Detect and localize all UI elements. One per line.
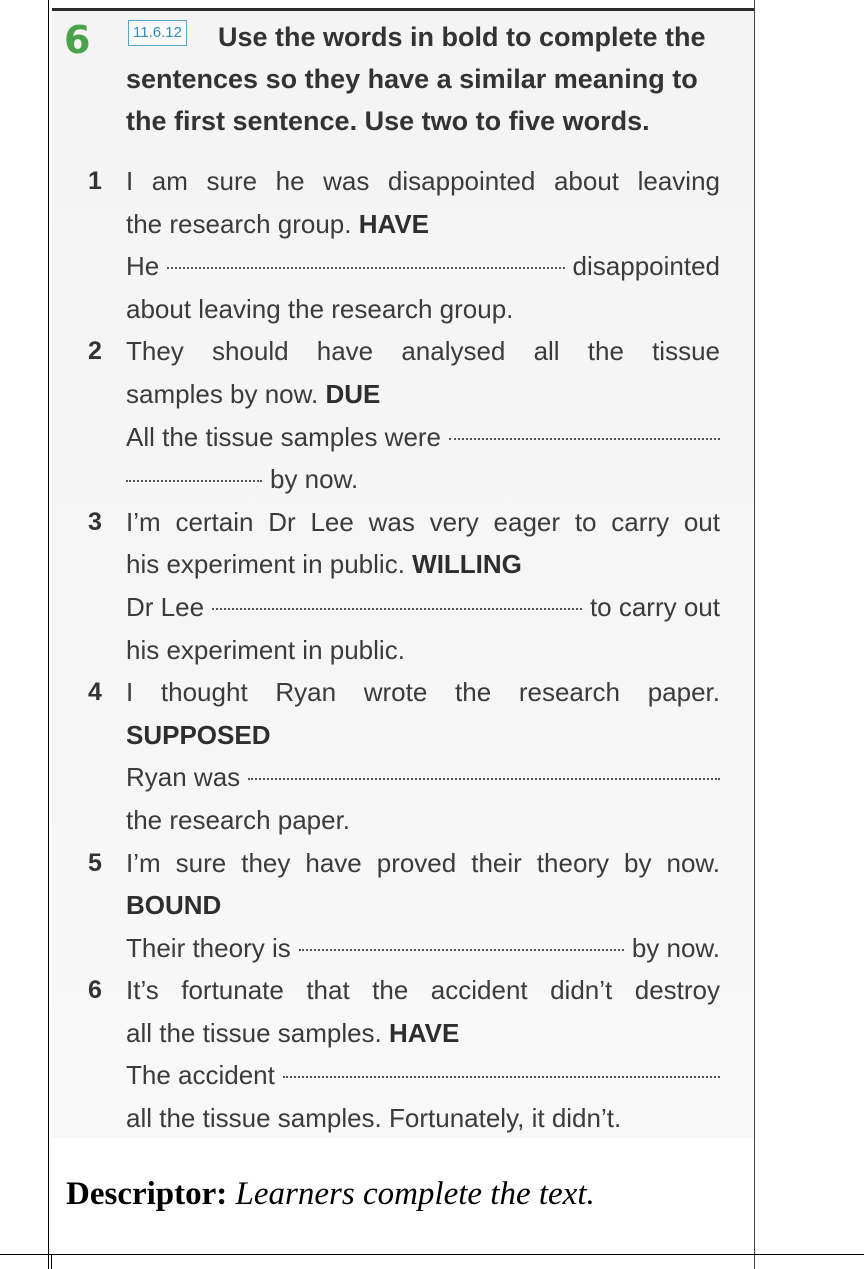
item-sentence: I thought Ryan wrote the research paper. xyxy=(126,677,720,708)
item-sentence-end xyxy=(126,714,720,757)
item-gap-tail: the research paper. xyxy=(126,804,351,835)
item-sentence: They should have analysed all the tissue xyxy=(126,336,720,367)
item-number: 2 xyxy=(88,337,102,366)
instruction-line-2: sentences so they have a similar meaning to xyxy=(126,64,698,94)
scan-top-edge xyxy=(52,8,754,11)
item-sentence-end: the research group. HAVE xyxy=(126,208,430,239)
answer-gap[interactable] xyxy=(449,438,720,440)
item-number: 5 xyxy=(88,848,102,877)
item-keyword: HAVE xyxy=(389,1017,460,1048)
item-gap-line: All the tissue samples were xyxy=(126,416,720,459)
objective-code-badge: 11.6.12 xyxy=(128,20,187,46)
instruction-line-3: the first sentence. Use two to five words. xyxy=(126,106,650,136)
item-number: 6 xyxy=(88,976,102,1005)
item-sentence-end: his experiment in public. WILLING xyxy=(126,549,522,580)
descriptor xyxy=(66,1176,595,1213)
item-number: 4 xyxy=(88,678,102,707)
exercise-item-3 xyxy=(52,501,754,671)
table-border-left xyxy=(48,0,49,1269)
item-number: 1 xyxy=(88,167,102,195)
answer-gap[interactable] xyxy=(248,778,720,780)
answer-gap[interactable] xyxy=(212,608,582,610)
exercise-number: 6 xyxy=(64,18,91,62)
item-sentence: It’s fortunate that the accident didn’t destroy xyxy=(126,975,720,1006)
item-keyword: HAVE xyxy=(358,208,430,239)
item-gap-tail: his experiment in public. xyxy=(126,634,405,665)
item-sentence: I am sure he was disappointed about leaving xyxy=(126,166,720,196)
table-border-bottom xyxy=(0,1254,864,1255)
item-gap-line: He disappointed xyxy=(126,251,720,282)
item-gap-tail: all the tissue samples. Fortunately, it didn’t. xyxy=(126,1103,622,1134)
item-number: 3 xyxy=(88,507,102,536)
exercise-item-5 xyxy=(52,842,754,970)
item-keyword: WILLING xyxy=(412,549,522,580)
exercise-item-6 xyxy=(52,969,754,1139)
table-border-right xyxy=(754,0,755,1269)
item-keyword: DUE xyxy=(325,378,381,409)
item-sentence-end: samples by now. DUE xyxy=(126,378,381,409)
item-keyword: SUPPOSED xyxy=(126,719,271,750)
exercise-instruction xyxy=(126,16,746,142)
item-sentence: I’m certain Dr Lee was very eager to carry out xyxy=(126,506,720,537)
answer-gap[interactable] xyxy=(167,267,564,269)
answer-gap[interactable] xyxy=(283,1076,720,1078)
descriptor-text: Learners complete the text. xyxy=(235,1176,595,1212)
exercise-item-4 xyxy=(52,671,754,841)
answer-gap-continued[interactable] xyxy=(126,480,262,482)
item-sentence-end xyxy=(126,884,720,927)
item-gap-line: Their theory is by now. xyxy=(126,932,720,963)
table-border-left-inner xyxy=(51,1255,52,1269)
answer-gap[interactable] xyxy=(299,949,624,951)
instruction-line-1: Use the words in bold to complete the xyxy=(218,22,706,52)
item-keyword: BOUND xyxy=(126,890,222,921)
exercise-item-2 xyxy=(52,330,754,500)
item-gap-tail: about leaving the research group. xyxy=(126,293,514,324)
textbook-scan xyxy=(52,8,754,1138)
item-sentence: I’m sure they have proved their theory by now. xyxy=(126,847,720,878)
exercise-items xyxy=(52,160,754,1140)
exercise-item-1 xyxy=(52,160,754,330)
item-sentence-end: all the tissue samples. HAVE xyxy=(126,1017,460,1048)
item-gap-line: The accident xyxy=(126,1054,720,1097)
descriptor-label: Descriptor: xyxy=(66,1176,228,1212)
item-gap-line-2: by now. xyxy=(126,458,720,501)
item-gap-line: Ryan was xyxy=(126,756,720,799)
item-gap-line: Dr Lee to carry out xyxy=(126,591,720,622)
